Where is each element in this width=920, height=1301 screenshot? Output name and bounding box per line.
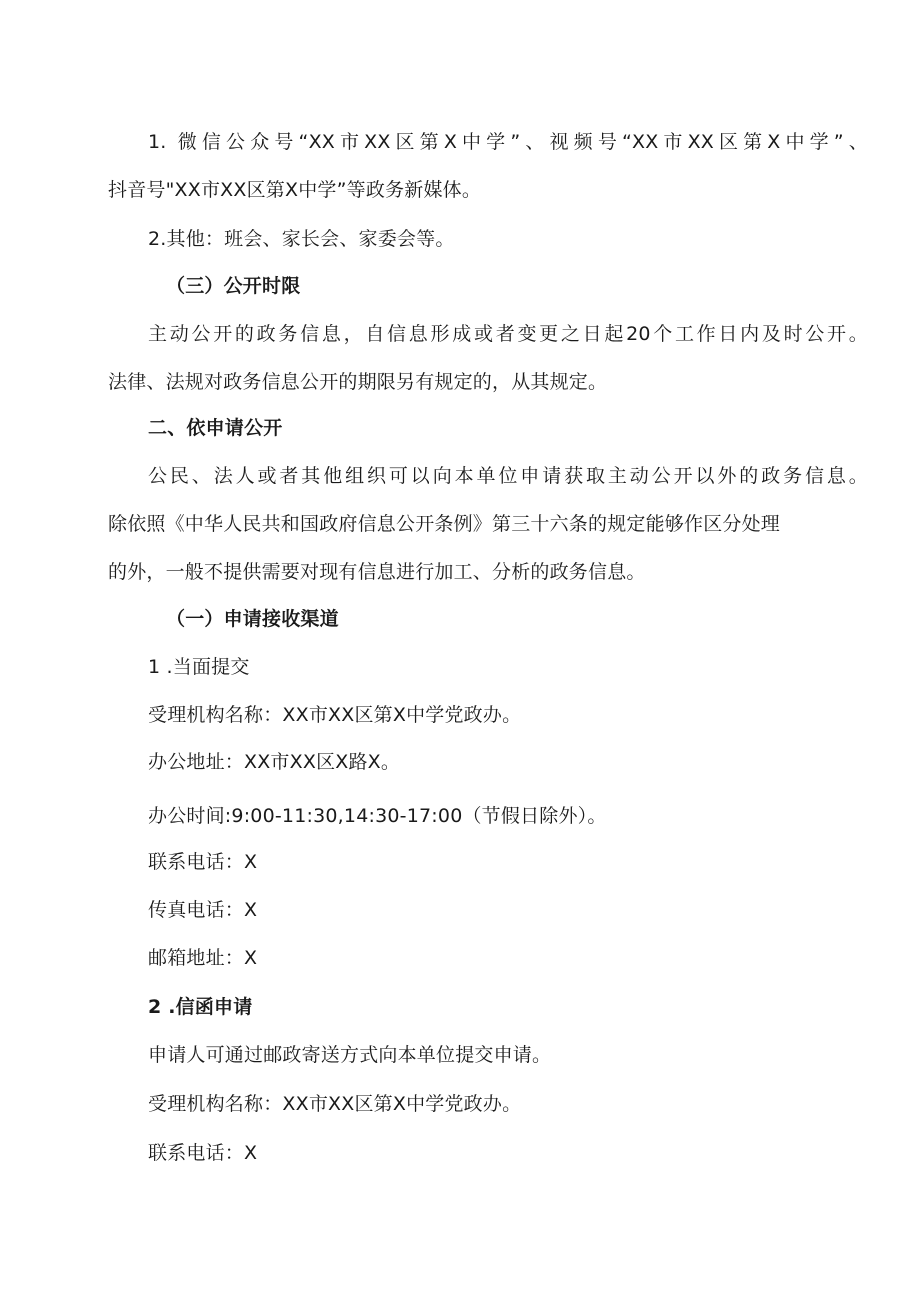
list-item-other: 2.其他：班会、家长会、家委会等。 (148, 228, 455, 250)
list-item-mail: 2 .信函申请 (148, 996, 253, 1018)
paragraph-line: 除依照《中华人民共和国政府信息公开条例》第三十六条的规定能够作区分处理 (108, 513, 781, 535)
info-line-hours: 办公时间:9:00-11:30,14:30-17:00（节假日除外）。 (148, 805, 607, 827)
info-line-phone: 联系电话：X (148, 1142, 258, 1164)
info-line-agency: 受理机构名称：XX市XX区第X中学党政办。 (148, 1093, 522, 1115)
info-line-email: 邮箱地址：X (148, 947, 258, 969)
paragraph-line: 主动公开的政务信息，自信息形成或者变更之日起20个工作日内及时公开。 (148, 323, 868, 345)
paragraph-line: 公民、法人或者其他组织可以向本单位申请获取主动公开以外的政务信息。 (148, 465, 868, 487)
info-line-agency: 受理机构名称：XX市XX区第X中学党政办。 (148, 704, 522, 726)
info-line-fax: 传真电话：X (148, 899, 258, 921)
section-heading-channels: （一）申请接收渠道 (166, 608, 339, 630)
paragraph-line: 法律、法规对政务信息公开的期限另有规定的，从其规定。 (108, 371, 608, 393)
list-item-in-person: 1 .当面提交 (148, 656, 250, 678)
section-heading-time-limit: （三）公开时限 (166, 275, 301, 297)
paragraph-line: 的外，一般不提供需要对现有信息进行加工、分析的政务信息。 (108, 561, 646, 583)
paragraph-line: 1. 微信公众号“XX市XX区第X中学”、视频号“XX市XX区第X中学”、 (148, 131, 868, 153)
section-heading-by-application: 二、依申请公开 (148, 417, 283, 439)
info-line-phone: 联系电话：X (148, 851, 258, 873)
paragraph-line: 抖音号"XX市XX区第X中学”等政务新媒体。 (108, 179, 482, 201)
paragraph-line: 申请人可通过邮政寄送方式向本单位提交申请。 (148, 1044, 552, 1066)
info-line-address: 办公地址：XX市XX区X路X。 (148, 751, 401, 773)
